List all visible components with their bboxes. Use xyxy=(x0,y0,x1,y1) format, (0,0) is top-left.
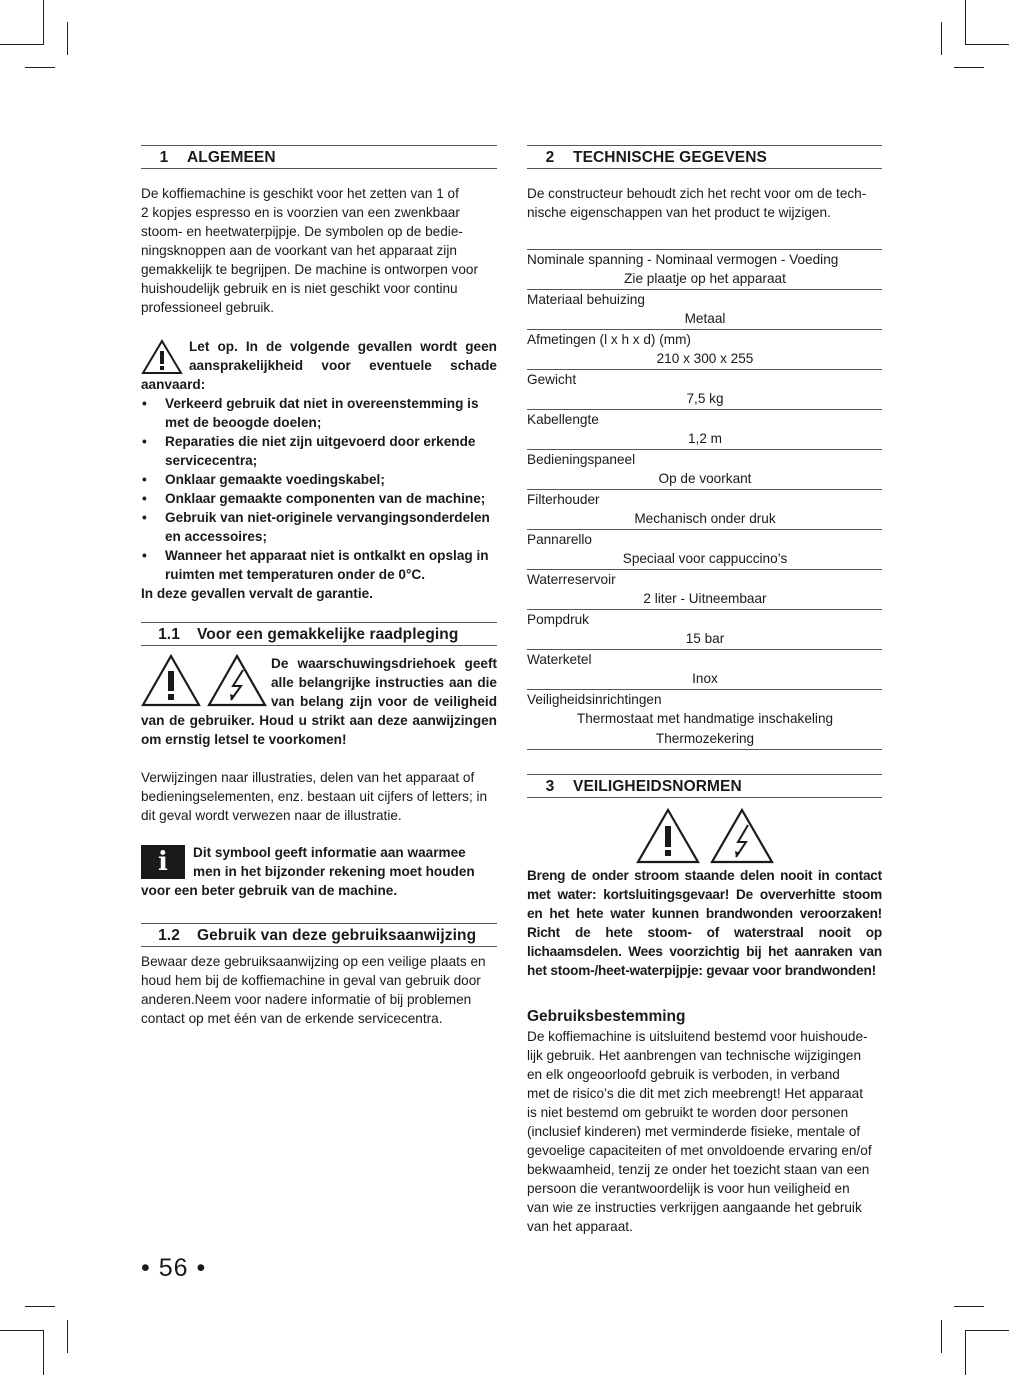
symbol-group xyxy=(141,654,267,707)
body-line: met de risico’s die dit met zich meebrengt! Het apparaat xyxy=(527,1086,863,1101)
spec-value: Mechanisch onder druk xyxy=(634,511,776,526)
list-item: • Reparaties die niet zijn uitgevoerd door erkende servicecentra; xyxy=(141,432,497,470)
section-title: ALGEMEEN xyxy=(187,149,276,166)
electric-hazard-icon xyxy=(710,808,774,864)
crop-mark xyxy=(965,1330,966,1375)
spec-row xyxy=(527,449,882,489)
crop-mark xyxy=(965,0,966,45)
spec-label: Pompdruk xyxy=(527,612,589,627)
body-line: anderen.Neem voor nadere informatie of bij problemen xyxy=(141,992,472,1007)
spec-label: Waterketel xyxy=(527,652,592,667)
crop-mark xyxy=(941,1320,942,1353)
spec-row xyxy=(527,369,882,409)
crop-mark xyxy=(43,1330,44,1375)
spec-row xyxy=(527,409,882,449)
crop-mark xyxy=(25,1306,55,1307)
references-paragraph: Verwijzingen naar illustraties, delen van het apparaat of bedieningselementen, enz. bestaan uit cijfers of letters; in dit geval wordt verwezen naar de illustratie. xyxy=(141,770,488,823)
crop-mark xyxy=(954,1306,984,1307)
section-1-heading xyxy=(141,145,497,169)
section-number: 1.2 xyxy=(158,927,180,944)
spec-row xyxy=(527,529,882,569)
intro-line: 2 kopjes espresso en is voorzien van een zwenkbaar xyxy=(141,205,460,220)
warning-outro: In deze gevallen vervalt de garantie. xyxy=(141,586,373,601)
spec-table xyxy=(527,249,882,750)
body-line: bekwaamheid, tenzij ze onder het toezicht staan van een xyxy=(527,1162,870,1177)
intro-line: huishoudelijk gebruik en is niet geschikt voor continu xyxy=(141,281,458,296)
section-number: 1 xyxy=(159,149,169,166)
list-item: • Onklaar gemaakte componenten van de machine; xyxy=(141,489,497,508)
right-column xyxy=(527,145,882,1236)
spec-row xyxy=(527,289,882,329)
body-line: persoon die verantwoordelijk is voor hun veiligheid en xyxy=(527,1181,850,1196)
left-column xyxy=(141,145,497,1028)
section-2-heading xyxy=(527,145,882,169)
crop-mark xyxy=(966,44,1009,45)
spec-value: Op de voorkant xyxy=(658,471,752,486)
crop-mark xyxy=(966,1330,1009,1331)
safety-symbols-block xyxy=(141,654,497,749)
warning-triangle-icon xyxy=(141,654,201,707)
safety-warning-text: Breng de onder stroom staande delen nooit in contact met water: kortsluitingsgevaar! De oververhitte stoom en het hete water kunnen brandwonden veroorzaken! Richt de hete stoom- of waterstraal nooit op lichaamsdelen. Wees voorzichtig bij het aanraken van het stoom-/heet-waterpijpje: gevaar voor brandwonden! xyxy=(527,868,882,978)
list-item: • Verkeerd gebruik dat niet in overeenstemming is met de beoogde doelen; xyxy=(141,394,497,432)
usage-body xyxy=(527,1027,882,1236)
spec-row xyxy=(527,249,882,289)
spec-row xyxy=(527,649,882,689)
section-title: Voor een gemakkelijke raadpleging xyxy=(197,626,459,643)
spec-label: Waterreservoir xyxy=(527,572,616,587)
section-number: 1.1 xyxy=(158,626,180,643)
crop-mark xyxy=(0,44,43,45)
warning-list xyxy=(141,394,497,584)
section-number: 3 xyxy=(545,778,555,795)
crop-mark xyxy=(941,22,942,55)
page-number-value: 56 xyxy=(158,1254,189,1282)
spec-value: Metaal xyxy=(684,311,726,326)
spec-label: Veiligheidsinrichtingen xyxy=(527,692,662,707)
spec-row xyxy=(527,569,882,609)
intro-line: ningsknoppen aan de voorkant van het apparaat zijn xyxy=(141,243,457,258)
spec-value: 15 bar xyxy=(685,631,725,646)
spec-label: Pannarello xyxy=(527,532,592,547)
spec-label: Bedieningspaneel xyxy=(527,452,636,467)
section-2-intro xyxy=(527,184,882,222)
warning-intro: Let op. In de volgende gevallen wordt geen aansprakelijkheid voor eventuele schade aanvaard: xyxy=(141,339,497,392)
spec-value: Zie plaatje op het apparaat xyxy=(624,271,786,286)
spec-value: 2 liter - Uitneembaar xyxy=(643,591,767,606)
safety-symbols xyxy=(527,808,882,864)
intro-line: gemakkelijk te begrijpen. De machine is ontworpen voor xyxy=(141,262,478,277)
list-item: • Gebruik van niet-originele vervangingsonderdelen en accessoires; xyxy=(141,508,497,546)
section-1-intro xyxy=(141,184,497,317)
body-line: houd hem bij de koffiemachine in geval van gebruik door xyxy=(141,973,481,988)
body-line: is niet bestemd om gebruikt te worden door personen xyxy=(527,1105,849,1120)
body-line: lijk gebruik. Het aanbrengen van technische wijzigingen xyxy=(527,1048,862,1063)
crop-mark xyxy=(67,1320,68,1353)
spec-value: Inox xyxy=(692,671,718,686)
body-line: en elk ongeoorloofd gebruik is verboden, in verband xyxy=(527,1067,840,1082)
body-line: gevoelige capaciteiten of met onvoldoende ervaring en/of xyxy=(527,1143,872,1158)
list-item: • Wanneer het apparaat niet is ontkalkt en opslag in ruimten met temperaturen onder de 0°C. xyxy=(141,546,497,584)
bullet-decoration: • xyxy=(196,1254,207,1282)
spec-label: Filterhouder xyxy=(527,492,600,507)
list-item: • Onklaar gemaakte voedingskabel; xyxy=(141,470,497,489)
body-line: van het apparaat. xyxy=(527,1219,633,1234)
spec-value: 1,2 m xyxy=(688,431,722,446)
crop-mark xyxy=(954,67,984,68)
warning-explanation: De waarschuwingsdriehoek geeft alle belangrijke instructies aan die van belang zijn voor de veiligheid van de gebruiker. Houd u strikt aan deze aanwijzingen om ernstig letsel te voorkomen! xyxy=(141,656,497,747)
spec-value: 210 x 300 x 255 xyxy=(656,351,754,366)
intro-line: nische eigenschappen van het product te wijzigen. xyxy=(527,205,831,220)
page-number xyxy=(141,1254,206,1283)
spec-row xyxy=(527,609,882,649)
info-text: Dit symbool geeft informatie aan waarmee men in het bijzonder rekening moet houden voor een beter gebruik van de machine. xyxy=(141,845,475,898)
spec-row xyxy=(527,329,882,369)
intro-line: De constructeur behoudt zich het recht voor om de tech- xyxy=(527,186,867,201)
spec-label: Afmetingen (l x h x d) (mm) xyxy=(527,332,691,347)
spec-row xyxy=(527,489,882,529)
crop-mark xyxy=(0,1330,43,1331)
info-icon: i xyxy=(141,845,185,879)
section-3-heading xyxy=(527,774,882,798)
intro-line: De koffiemachine is geschikt voor het zetten van 1 of xyxy=(141,186,459,201)
spec-label: Materiaal behuizing xyxy=(527,292,645,307)
section-1-1-heading xyxy=(141,622,497,646)
info-note xyxy=(141,843,497,900)
crop-mark xyxy=(25,67,55,68)
body-line: De koffiemachine is uitsluitend bestemd voor huishoude- xyxy=(527,1029,868,1044)
spec-label: Gewicht xyxy=(527,372,577,387)
section-number: 2 xyxy=(545,149,555,166)
section-title: Gebruik van deze gebruiksaanwijzing xyxy=(197,927,477,944)
body-line: (inclusief kinderen) met verminderde fisieke, mentale of xyxy=(527,1124,861,1139)
body-line: contact op met één van de erkende servicecentra. xyxy=(141,1011,443,1026)
section-1-2-heading xyxy=(141,923,497,947)
section-title: VEILIGHEIDSNORMEN xyxy=(573,778,742,795)
warning-triangle-icon xyxy=(141,339,183,375)
warning-triangle-icon xyxy=(636,808,700,864)
spec-label: Nominale spanning - Nominaal vermogen - Voeding xyxy=(527,252,839,267)
spec-value: 7,5 kg xyxy=(686,391,724,406)
crop-mark xyxy=(43,0,44,45)
liability-warning xyxy=(141,337,497,603)
body-line: van wie ze instructies verkrijgen aangaande het gebruik xyxy=(527,1200,862,1215)
spec-label: Kabellengte xyxy=(527,412,599,427)
spec-row xyxy=(527,689,882,750)
spec-value: Thermostaat met handmatige inschakeling xyxy=(576,711,834,726)
spec-value: Thermozekering xyxy=(655,731,755,746)
usage-heading: Gebruiksbestemming xyxy=(527,1008,686,1025)
body-line: Bewaar deze gebruiksaanwijzing op een veilige plaats en xyxy=(141,954,486,969)
spec-value: Speciaal voor cappuccino’s xyxy=(622,551,788,566)
section-1-2-body xyxy=(141,952,497,1028)
section-title: TECHNISCHE GEGEVENS xyxy=(573,149,767,166)
bullet-decoration: • xyxy=(141,1254,151,1282)
crop-mark xyxy=(67,22,68,55)
electric-hazard-icon xyxy=(207,654,267,707)
intro-line: professioneel gebruik. xyxy=(141,300,274,315)
intro-line: stoom- en heetwaterpijpje. De symbolen op de bedie- xyxy=(141,224,463,239)
